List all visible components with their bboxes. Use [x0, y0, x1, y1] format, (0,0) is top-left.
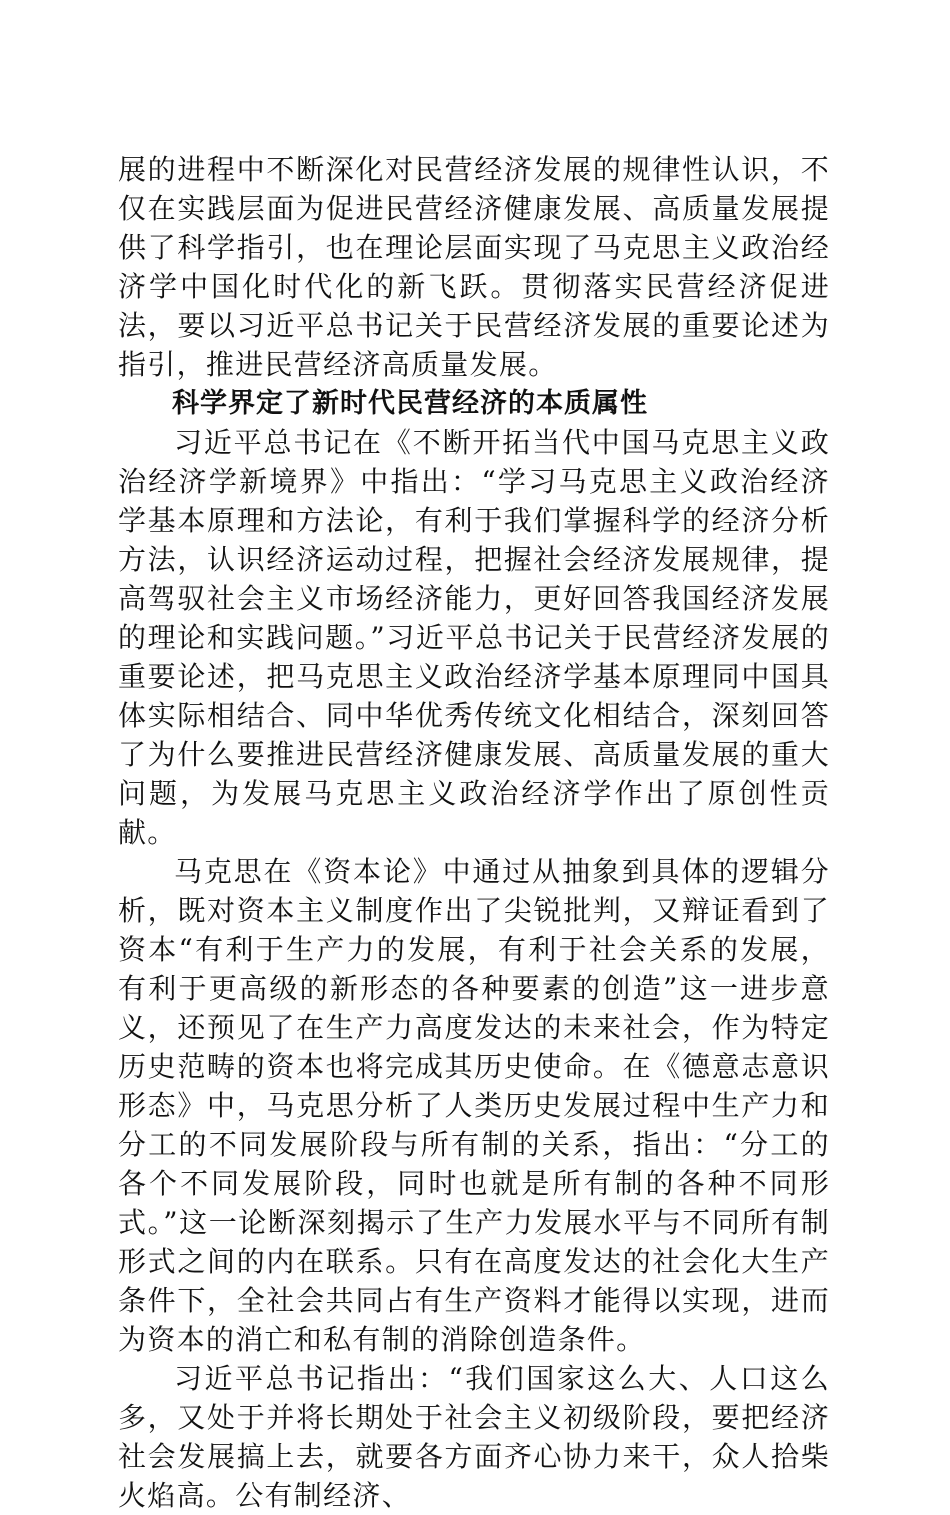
document-body: [118, 150, 830, 1515]
paragraph-continued: 展的进程中不断深化对民营经济发展的规律性认识，不仅在实践层面为促进民营经济健康发展、高质量发展提供了科学指引，也在理论层面实现了马克思主义政治经济学中国化时代化的新飞跃。贯彻落实民营经济促进法，要以习近平总书记关于民营经济发展的重要论述为指引，推进民营经济高质量发展。: [118, 153, 830, 381]
section-heading: 科学界定了新时代民营经济的本质属性: [172, 388, 648, 419]
paragraph: 习近平总书记在《不断开拓当代中国马克思主义政治经济学新境界》中指出：“学习马克思主义政治经济学基本原理和方法论，有利于我们掌握科学的经济分析方法，认识经济运动过程，把握社会经济发展规律，提高驾驭社会主义市场经济能力，更好回答我国经济发展的理论和实践问题。”习近平总书记关于民营经济发展的重要论述，把马克思主义政治经济学基本原理同中国具体实际相结合、同中华优秀传统文化相结合，深刻回答了为什么要推进民营经济健康发展、高质量发展的重大问题，为发展马克思主义政治经济学作出了原创性贡献。: [118, 426, 830, 849]
paragraph: 习近平总书记指出：“我们国家这么大、人口这么多，又处于并将长期处于社会主义初级阶段，要把经济社会发展搞上去，就要各方面齐心协力来干，众人拾柴火焰高。公有制经济、: [118, 1362, 830, 1512]
paragraph: 马克思在《资本论》中通过从抽象到具体的逻辑分析，既对资本主义制度作出了尖锐批判，又辩证看到了资本“有利于生产力的发展，有利于社会关系的发展，有利于更高级的新形态的各种要素的创造”这一进步意义，还预见了在生产力高度发达的未来社会，作为特定历史范畴的资本也将完成其历史使命。在《德意志意识形态》中，马克思分析了人类历史发展过程中生产力和分工的不同发展阶段与所有制的关系，指出：“分工的各个不同发展阶段，同时也就是所有制的各种不同形式。”这一论断深刻揭示了生产力发展水平与不同所有制形式之间的内在联系。只有在高度发达的社会化大生产条件下，全社会共同占有生产资料才能得以实现，进而为资本的消亡和私有制的消除创造条件。: [118, 855, 830, 1356]
